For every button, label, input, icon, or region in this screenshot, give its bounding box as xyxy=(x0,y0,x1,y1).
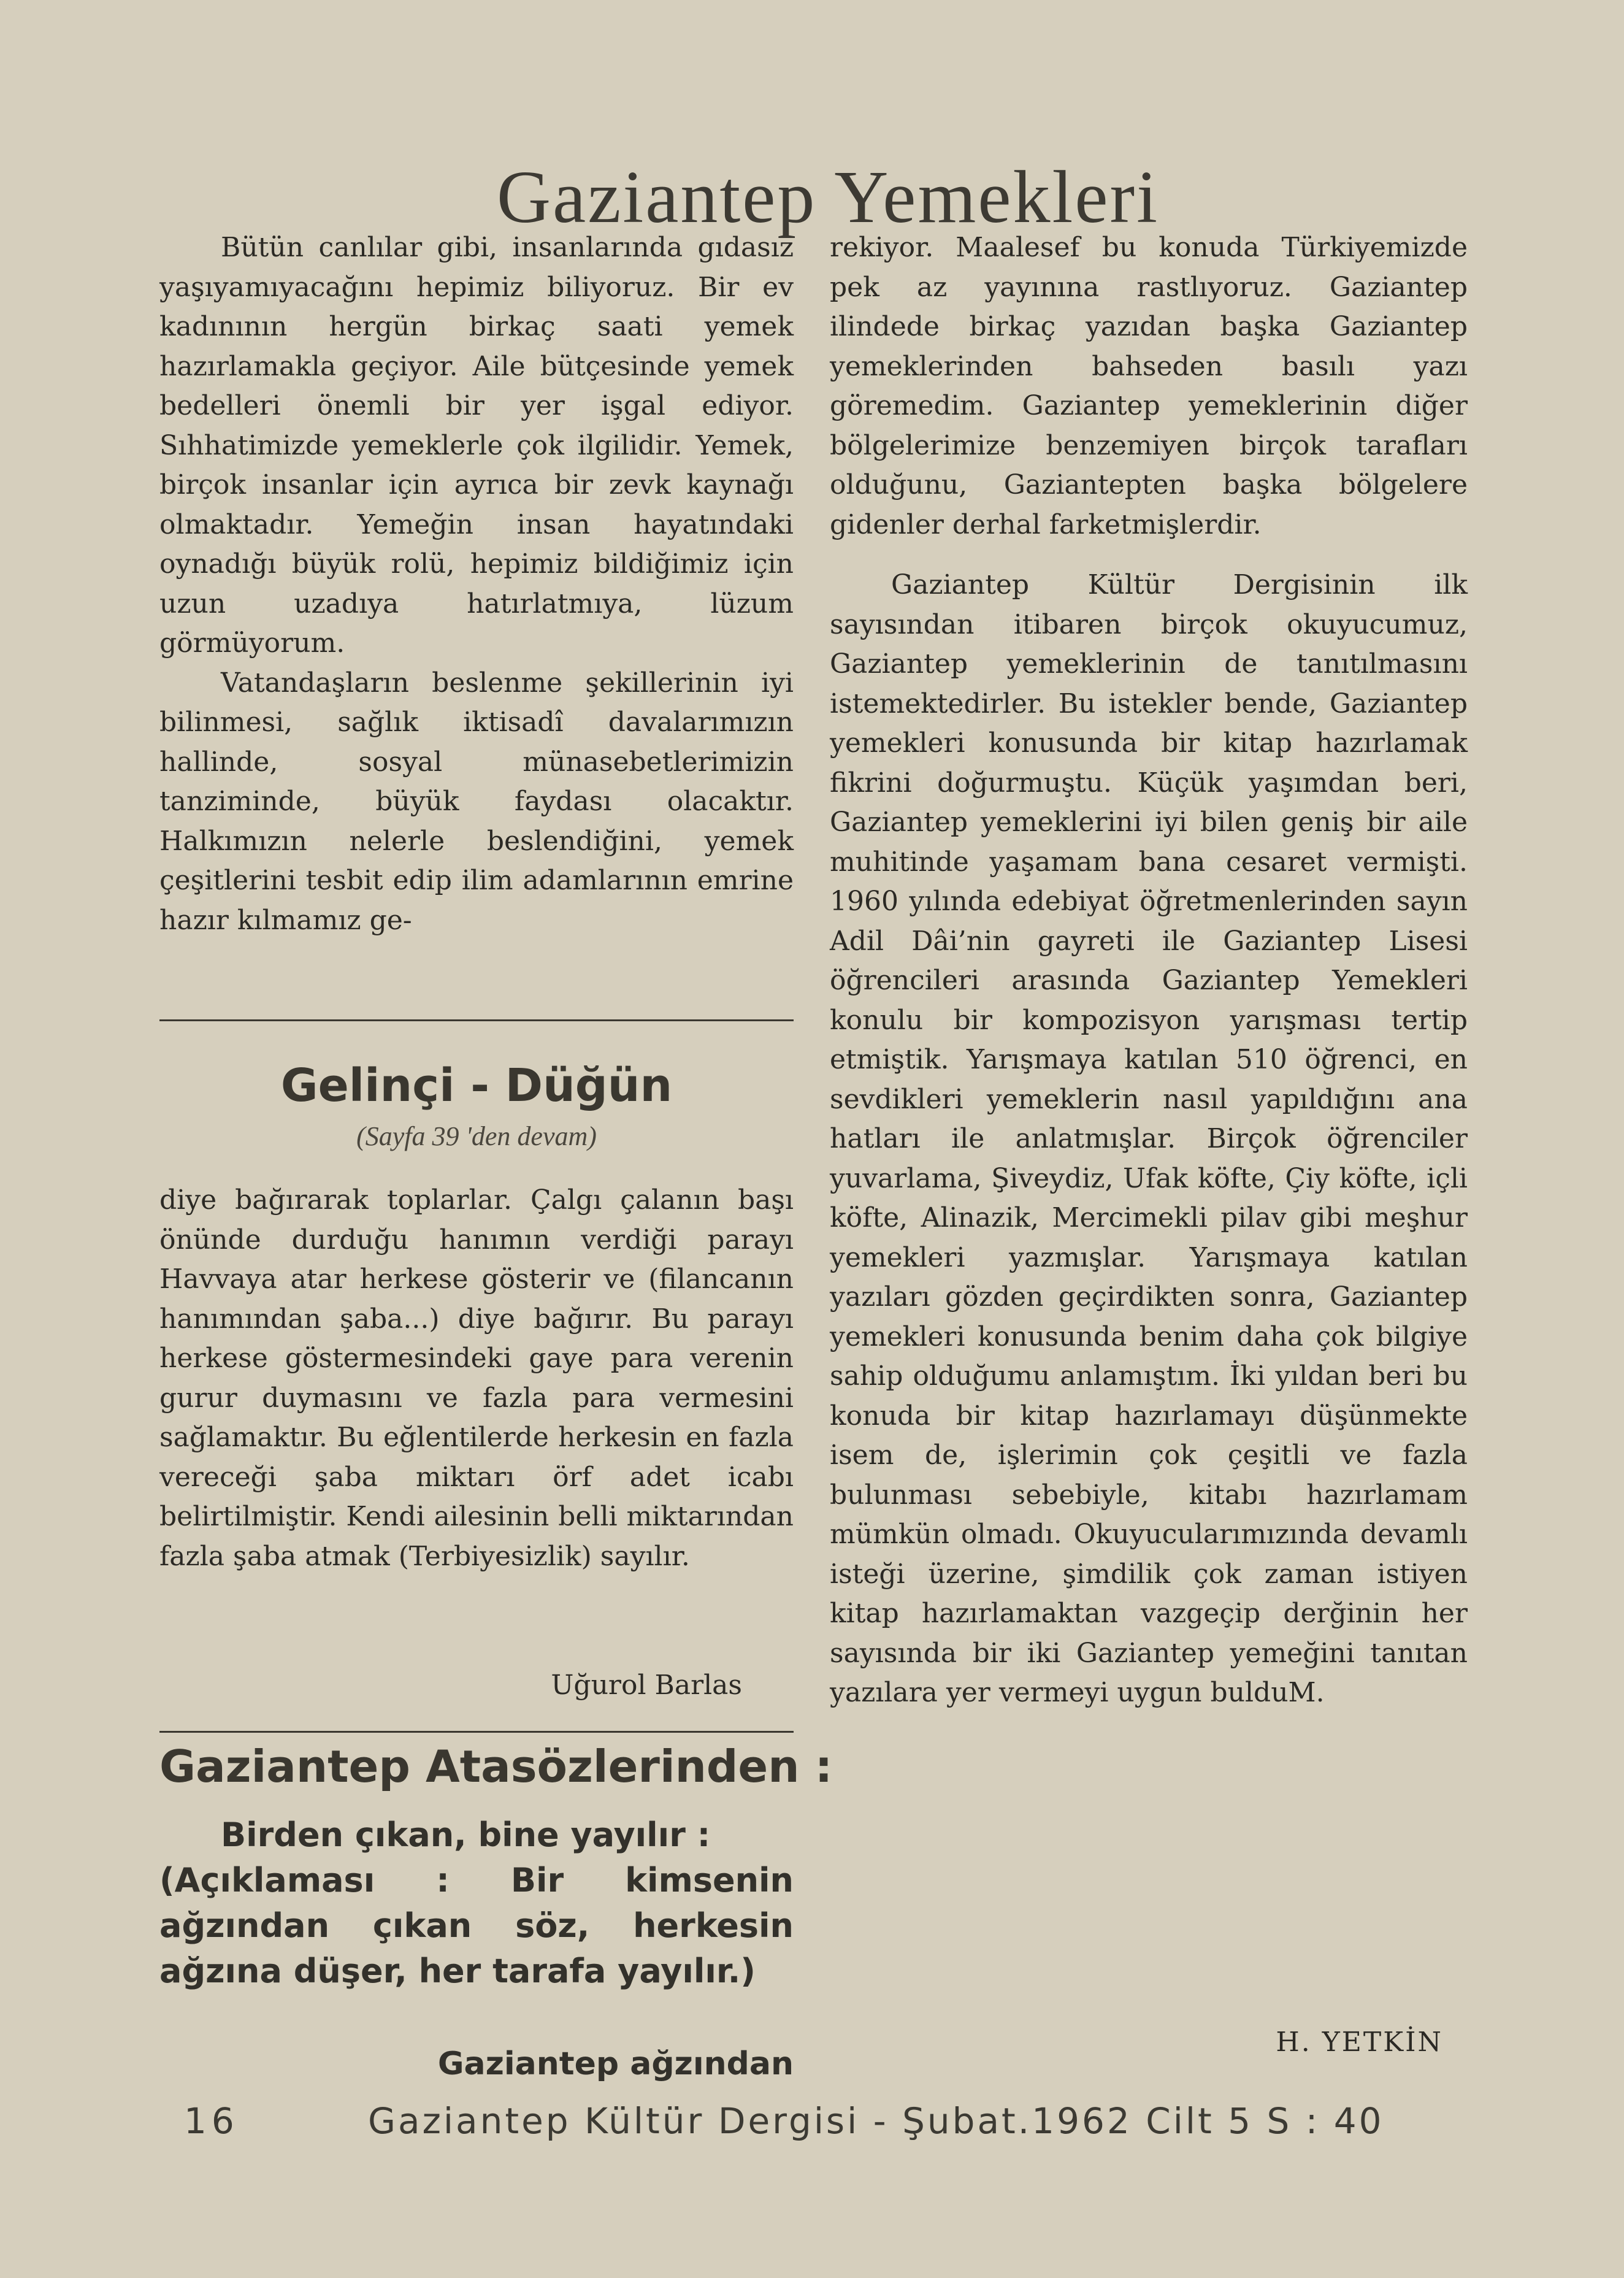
proverb: Birden çıkan, bine yayılır : xyxy=(221,1816,711,1854)
proverb-explanation: (Açıklaması : Bir kimsenin ağzından çıkan söz, herkesin ağzına düşer, her tarafa yayılır.) xyxy=(159,1861,794,1990)
page-footer xyxy=(184,2096,1460,2146)
section-divider xyxy=(159,1731,794,1733)
gelinci-author: Uğurol Barlas xyxy=(551,1670,742,1701)
atasozleri-heading: Gaziantep Atasözlerinden : xyxy=(159,1741,833,1792)
gelinci-paragraph: diye bağırarak toplarlar. Çalgı çalanın başı önünde durduğu hanımın verdiği parayı Havvaya atar herkese gösterir ve (filancanın hanımından şaba...) diye bağırır. Bu parayı herkese göstermesindeki gaye para verenin gurur duymasını ve fazla para vermesini sağlamaktır. Bu eğlentilerde herkesin en fazla vereceği şaba miktarı örf adet icabı belirtilmiştir. Kendi ailesinin belli miktarından fazla şaba atmak (Terbiyesizlik) sayılır. xyxy=(159,1184,794,1572)
article-paragraph: rekiyor. Maalesef bu konuda Türkiyemizde pek az yayınına rastlıyoruz. Gaziantep ilindede birkaç yazıdan başka Gaziantep yemeklerinden bahseden basılı yazı göremedim. Gaziantep yemeklerinin diğer bölgelerimize benzemiyen birçok tarafları olduğunu, Gaziantepten başka bölgelere gidenler derhal farketmişlerdir. xyxy=(830,232,1468,540)
article-paragraph: Bütün canlılar gibi, insanlarında gıdasız yaşıyamıyacağını hepimiz biliyoruz. Bir ev kadınının hergün birkaç saati yemek hazırlamakla geçiyor. Aile bütçesinde yemek bedelleri önemli bir yer işgal ediyor. Sıhhatimizde yemeklerle çok ilgilidir. Yemek, birçok insanlar için ayrıca bir zevk kaynağı olmaktadır. Yemeğin insan hayatındaki oynadığı büyük rolü, hepimiz bildiğimiz için uzun uzadıya hatırlatmıya, lüzum görmüyorum. xyxy=(159,232,794,659)
article-paragraph: Gaziantep Kültür Dergisinin ilk sayısından itibaren birçok okuyucumuz, Gaziantep yemeklerinin de tanıtılmasını istemektedirler. Bu istekler bende, Gaziantep yemekleri konusunda bir kitap hazırlamak fikrini doğurmuştu. Küçük yaşımdan beri, Gaziantep yemeklerini iyi bilen geniş bir aile muhitinde yaşamam bana cesaret vermişti. 1960 yılında edebiyat öğretmenlerinden sayın Adil Dâi’nin gayreti ile Gaziantep Lisesi öğrencileri arasında Gaziantep Yemekleri konulu bir kompozisyon yarışması tertip etmiştik. Yarışmaya katılan 510 öğrenci, en sevdikleri yemeklerin nasıl yapıldığını ana hatları ile anlatmışlar. Birçok öğrenciler yuvarlama, Şiveydiz, Ufak köfte, Çiy köfte, içli köfte, Alinazik, Mercimekli pilav gibi meşhur yemekleri yazmışlar. Yarışmaya katılan yazıları gözden geçirdikten sonra, Gaziantep yemekleri konusunda benim daha çok bilgiye sahip olduğumu anlamıştım. İki yıldan beri bu konuda bir kitap hazırlamayı düşünmekte isem de, işlerimin çok çeşitli ve fazla bulunması sebebiyle, kitabı hazırlamam mümkün olmadı. Okuyucularımızında devamlı isteği üzerine, şimdilik çok zaman istiyen kitap hazırlamaktan vazgeçip derğinin her sayısında bir iki Gaziantep yemeğini tanıtan yazılara yer vermeyi uygun bulduM. xyxy=(830,569,1468,1708)
gelinci-body xyxy=(159,1181,794,1576)
article-left-column xyxy=(159,228,794,940)
proverb-source: Gaziantep ağzından xyxy=(437,2046,794,2082)
gelinci-heading: Gelinçi - Düğün xyxy=(280,1059,673,1112)
continued-note: (Sayfa 39 'den devam) xyxy=(356,1121,597,1151)
page-number: 16 xyxy=(184,2100,239,2142)
proverb-block xyxy=(159,1812,794,1994)
masthead: Gaziantep Kültür Dergisi - Şubat.1962 Cilt 5 S : 40 xyxy=(368,2100,1384,2142)
article-paragraph: Vatandaşların beslenme şekillerinin iyi bilinmesi, sağlık iktisadî davalarımızın hallinde, sosyal münasebetlerimizin tanziminde, büyük faydası olacaktır. Halkımızın nelerle beslendiğini, yemek çeşitlerini tesbit edip ilim adamlarının emrine hazır kılmamız ge- xyxy=(159,667,794,936)
article-right-column xyxy=(830,228,1468,1713)
section-divider xyxy=(159,1019,794,1021)
article-author: H. YETKİN xyxy=(1276,2027,1443,2058)
article-title: Gaziantep Yemekleri xyxy=(496,155,1160,239)
